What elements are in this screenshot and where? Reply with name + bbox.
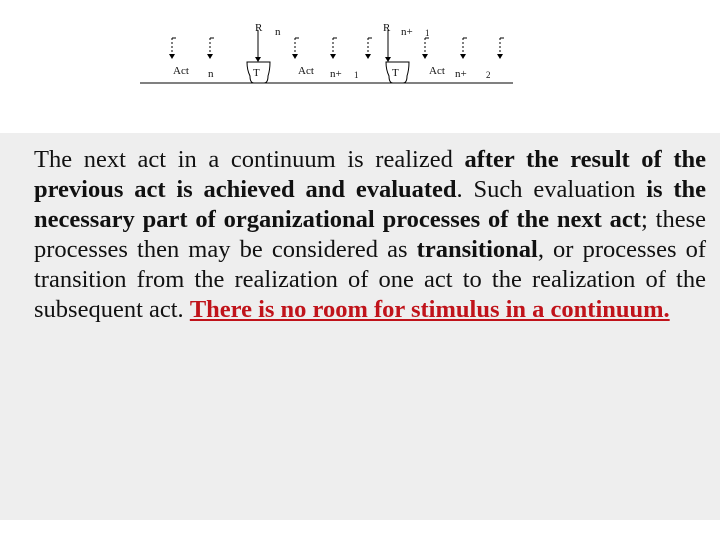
process-arrows [172,38,500,56]
act-index-2-suffix: 1 [354,70,359,80]
diagram-graphics [0,0,720,130]
text-panel [0,133,720,520]
act-label-2: Act [298,65,314,77]
act-index-1: n [208,68,214,80]
paragraph-text-1: The next act in a continuum is realized [34,146,465,173]
paragraph-text-3: ; these processes then may be considered as [34,206,706,263]
transition-label-2: T [392,67,399,79]
paragraph-bold-1: after the result of the previous act is achieved and evaluated [34,146,706,203]
result-index-2-suffix: 1 [425,28,430,38]
act-index-3-suffix: 2 [486,70,491,80]
arrow-heads [169,54,503,59]
act-continuum-diagram [0,0,720,130]
body-paragraph [34,145,706,325]
result-index-1: n [275,26,281,38]
act-index-3: n+ [455,68,467,80]
paragraph-text-2: . Such evaluation [456,176,647,203]
result-index-2: n+ [401,26,413,38]
paragraph-bold-3: transitional [416,236,538,263]
act-index-2: n+ [330,68,342,80]
act-label-1: Act [173,65,189,77]
result-label-1: R [255,22,263,34]
act-label-3: Act [429,65,445,77]
result-label-2: R [383,22,391,34]
transition-boxes [247,62,409,83]
transition-label-1: T [253,67,260,79]
paragraph-text-4: , or processes of transition from the realization of one act to the realization of the subsequent act. [34,236,707,323]
highlighted-conclusion: There is no room for stimulus in a continuum. [189,296,670,323]
paragraph-bold-2: is the necessary part of organizational processes of the next act [34,176,707,233]
